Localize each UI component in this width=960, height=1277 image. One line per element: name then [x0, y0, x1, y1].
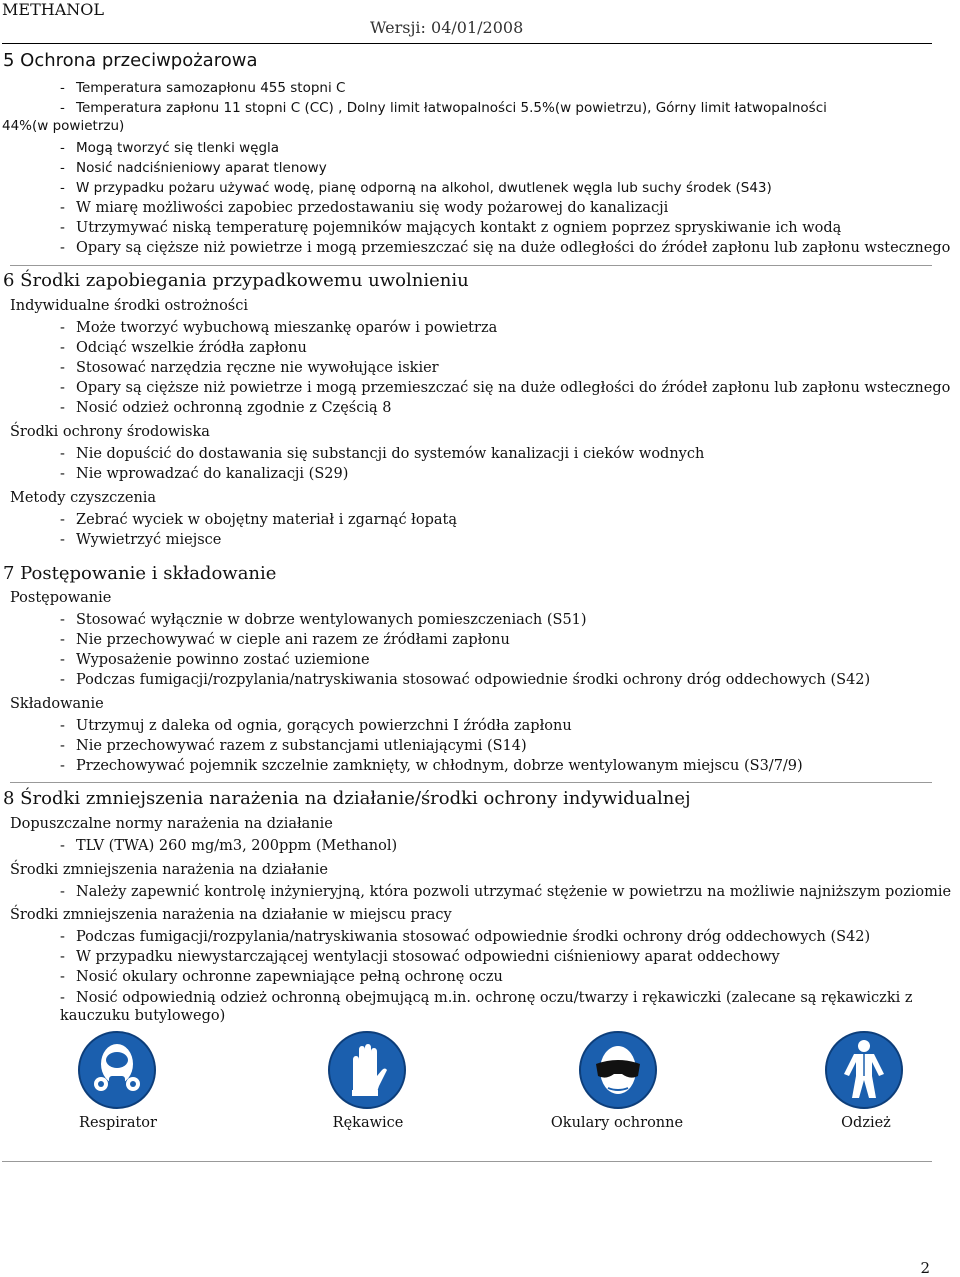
subsection-title: Składowanie: [10, 696, 104, 712]
list-item: - W przypadku niewystarczającej wentylacji stosować odpowiedni ciśnieniowy aparat oddechowy: [60, 949, 780, 965]
section-5-title: 5 Ochrona przeciwpożarowa: [3, 50, 258, 71]
document-title: METHANOL: [2, 0, 104, 19]
subsection-title: Środki zmniejszenia narażenia na działanie: [10, 862, 328, 878]
list-item: - Temperatura samozapłonu 455 stopni C: [60, 80, 346, 96]
list-item: - Nosić odpowiednią odzież ochronną obejmującą m.in. ochronę oczu/twarzy i rękawiczki (zalecane są rękawiczki z: [60, 990, 913, 1006]
section-divider: [10, 782, 932, 783]
list-item-continuation: 44%(w powietrzu): [2, 118, 125, 134]
list-item: - Mogą tworzyć się tlenki węgla: [60, 140, 280, 156]
list-item: - W przypadku pożaru używać wodę, pianę odporną na alkohol, dwutlenek węgla lub suchy środek (S43): [60, 180, 772, 196]
goggles-icon: [578, 1030, 658, 1110]
list-item: - Nie dopuścić do dostawania się substancji do systemów kanalizacji i cieków wodnych: [60, 446, 705, 462]
list-item: - TLV (TWA) 260 mg/m3, 200ppm (Methanol): [60, 838, 398, 854]
section-8-title: 8 Środki zmniejszenia narażenia na działanie/środki ochrony indywidualnej: [3, 788, 691, 809]
list-item: - Utrzymuj z daleka od ognia, gorących powierzchni I źródła zapłonu: [60, 718, 572, 734]
list-item: - Temperatura zapłonu 11 stopni C (CC) , Dolny limit łatwopalności 5.5%(w powietrzu), Górny limit łatwopalności: [60, 100, 827, 116]
subsection-title: Indywidualne środki ostrożności: [10, 298, 249, 314]
list-item: - Opary są cięższe niż powietrze i mogą przemieszczać się na duże odległości do źródeł zapłonu lub zapłonu wstecznego: [60, 240, 951, 256]
header-divider: [2, 43, 932, 44]
list-item: - W miarę możliwości zapobiec przedostawaniu się wody pożarowej do kanalizacji: [60, 200, 669, 216]
version-date: Wersji: 04/01/2008: [370, 18, 524, 37]
list-item: - Wywietrzyć miejsce: [60, 532, 222, 548]
section-divider: [10, 265, 932, 266]
list-item: - Stosować narzędzia ręczne nie wywołujące iskier: [60, 360, 439, 376]
pictogram-label: Okulary ochronne: [550, 1115, 684, 1131]
subsection-title: Postępowanie: [10, 590, 112, 606]
subsection-title: Dopuszczalne normy narażenia na działanie: [10, 816, 333, 832]
page-number: 2: [920, 1259, 930, 1277]
list-item: - Należy zapewnić kontrolę inżynieryjną, która pozwoli utrzymać stężenie w powietrzu na możliwie najniższym poziomie: [60, 884, 952, 900]
list-item: - Nosić nadciśnieniowy aparat tlenowy: [60, 160, 327, 176]
list-item: - Nosić okulary ochronne zapewniające pełną ochronę oczu: [60, 969, 503, 985]
protective-suit-icon: [824, 1030, 904, 1110]
list-item: - Przechowywać pojemnik szczelnie zamknięty, w chłodnym, dobrze wentylowanym miejscu (S3/7/9): [60, 758, 803, 774]
list-item: - Nie przechowywać razem z substancjami utleniającymi (S14): [60, 738, 527, 754]
list-item: - Stosować wyłącznie w dobrze wentylowanych pomieszczeniach (S51): [60, 612, 587, 628]
list-item: - Zebrać wyciek w obojętny materiał i zgarnąć łopatą: [60, 512, 458, 528]
list-item: - Opary są cięższe niż powietrze i mogą przemieszczać się na duże odległości do źródeł zapłonu lub zapłonu wstecznego: [60, 380, 951, 396]
footer-divider: [2, 1161, 932, 1162]
list-item: - Wyposażenie powinno zostać uziemione: [60, 652, 370, 668]
list-item-continuation: kauczuku butylowego): [60, 1008, 226, 1024]
gloves-icon: [327, 1030, 407, 1110]
pictogram-label: Respirator: [79, 1115, 157, 1131]
list-item: - Nie przechowywać w cieple ani razem ze źródłami zapłonu: [60, 632, 510, 648]
list-item: - Utrzymywać niską temperaturę pojemników mających kontakt z ogniem poprzez spryskiwanie ich wodą: [60, 220, 842, 236]
list-item: - Podczas fumigacji/rozpylania/natryskiwania stosować odpowiednie środki ochrony dróg oddechowych (S42): [60, 929, 871, 945]
section-6-title: 6 Środki zapobiegania przypadkowemu uwolnieniu: [3, 270, 469, 291]
pictogram-label: Odzież: [841, 1115, 891, 1131]
subsection-title: Środki zmniejszenia narażenia na działanie w miejscu pracy: [10, 907, 452, 923]
list-item: - Nosić odzież ochronną zgodnie z Częścią 8: [60, 400, 392, 416]
subsection-title: Metody czyszczenia: [10, 490, 157, 506]
subsection-title: Środki ochrony środowiska: [10, 424, 210, 440]
pictogram-label: Rękawice: [332, 1115, 404, 1131]
list-item: - Podczas fumigacji/rozpylania/natryskiwania stosować odpowiednie środki ochrony dróg oddechowych (S42): [60, 672, 871, 688]
list-item: - Nie wprowadzać do kanalizacji (S29): [60, 466, 349, 482]
list-item: - Może tworzyć wybuchową mieszankę oparów i powietrza: [60, 320, 498, 336]
section-7-title: 7 Postępowanie i składowanie: [3, 563, 277, 584]
respirator-icon: [77, 1030, 157, 1110]
list-item: - Odciąć wszelkie źródła zapłonu: [60, 340, 307, 356]
ppe-pictograms: [0, 1030, 960, 1110]
